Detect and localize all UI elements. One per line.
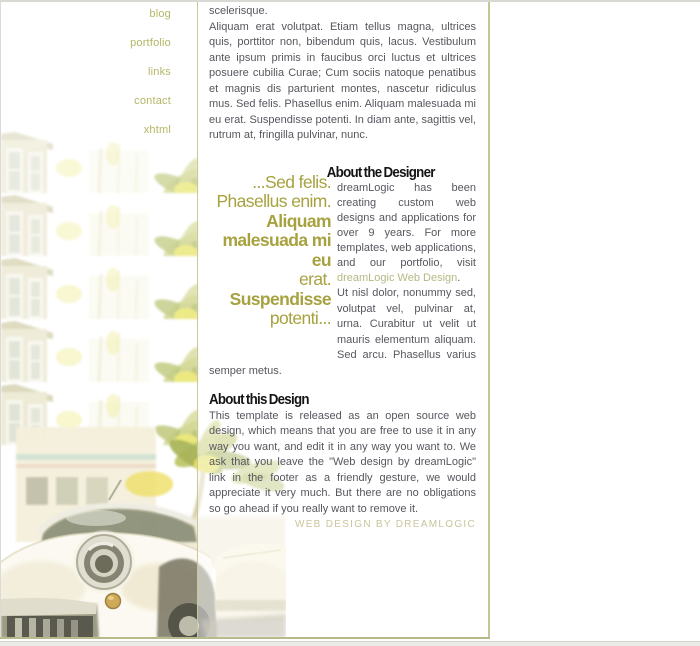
intro-paragraph-tail: scelerisque. xyxy=(209,5,268,17)
nav-item-links xyxy=(0,62,171,80)
pullquote-line: malesuada mi eu xyxy=(222,230,331,270)
content-right-border xyxy=(488,2,490,638)
nav-link-xhtml[interactable]: xhtml xyxy=(143,124,171,136)
page-bottom-strip xyxy=(0,641,700,646)
designer-text-end: . xyxy=(457,272,461,284)
nav-link-blog[interactable]: blog xyxy=(149,8,171,20)
designer-paragraph-2: Ut nisl dolor, nonummy sed, volutpat vel, pulvinar at, urna. Curabitur ut velit ut mauris elementum aliquam. Sed arcu. Phasellus varius semper metus. xyxy=(209,287,476,377)
designer-text: dreamLogic has been creating custom web designs and applications for over 9 years. For more templates, web applications, and our portfolio, visit xyxy=(337,182,476,269)
footer-credit-link[interactable]: WEB DESIGN BY DREAMLOGIC xyxy=(294,519,476,530)
pullquote-line: Phasellus enim. xyxy=(216,191,331,211)
pullquote-line: Aliquam xyxy=(266,210,331,231)
pullquote-line: Suspendisse xyxy=(229,288,331,309)
nav-link-portfolio[interactable]: portfolio xyxy=(130,37,171,49)
nav-link-links[interactable]: links xyxy=(147,66,171,78)
pullquote-line: potenti... xyxy=(269,308,331,328)
about-designer-heading: About the Designer xyxy=(326,164,435,181)
nav-item-blog xyxy=(0,4,171,22)
pullquote xyxy=(209,173,331,329)
main-content xyxy=(198,2,488,533)
nav-item-xhtml xyxy=(0,120,171,138)
about-design-paragraph: This template is released as an open source web design, which means that you are free to use it in any way you want, and edit it in any way you want to. We ask that you leave the "Web design by dreamLogic" link in the footer as a friendly gesture, we would appreciate it very much. But there are no obligations so go ahead if you really want to remove it. xyxy=(209,409,476,515)
pullquote-line: ...Sed felis. xyxy=(252,171,331,192)
nav-link-contact[interactable]: contact xyxy=(134,95,171,107)
intro-paragraph: Aliquam erat volutpat. Etiam tellus magna, ultrices quis, porttitor non, bibendum quis, lacus. Vestibulum ante ipsum primis in faucibus orci luctus et ultrices posuere cubilia Curae; Cum sociis natoque penatibus et magnis dis parturient montes, nascetur ridiculus mus. Sed felis. Phasellus enim. Aliquam malesuada mi eu erat. Suspendisse potenti. In diam ante, sagittis vel, rutrum at, fringilla pulvinar, nunc. xyxy=(209,20,476,141)
nav-item-contact xyxy=(0,91,171,109)
content-bottom-border xyxy=(0,637,490,639)
nav-item-portfolio xyxy=(0,33,171,51)
pullquote-line: erat. xyxy=(298,269,331,289)
dreamlogic-web-design-link[interactable]: dreamLogic Web Design xyxy=(337,272,458,284)
about-design-heading: About this Design xyxy=(209,392,309,408)
sidebar-nav xyxy=(0,4,171,149)
